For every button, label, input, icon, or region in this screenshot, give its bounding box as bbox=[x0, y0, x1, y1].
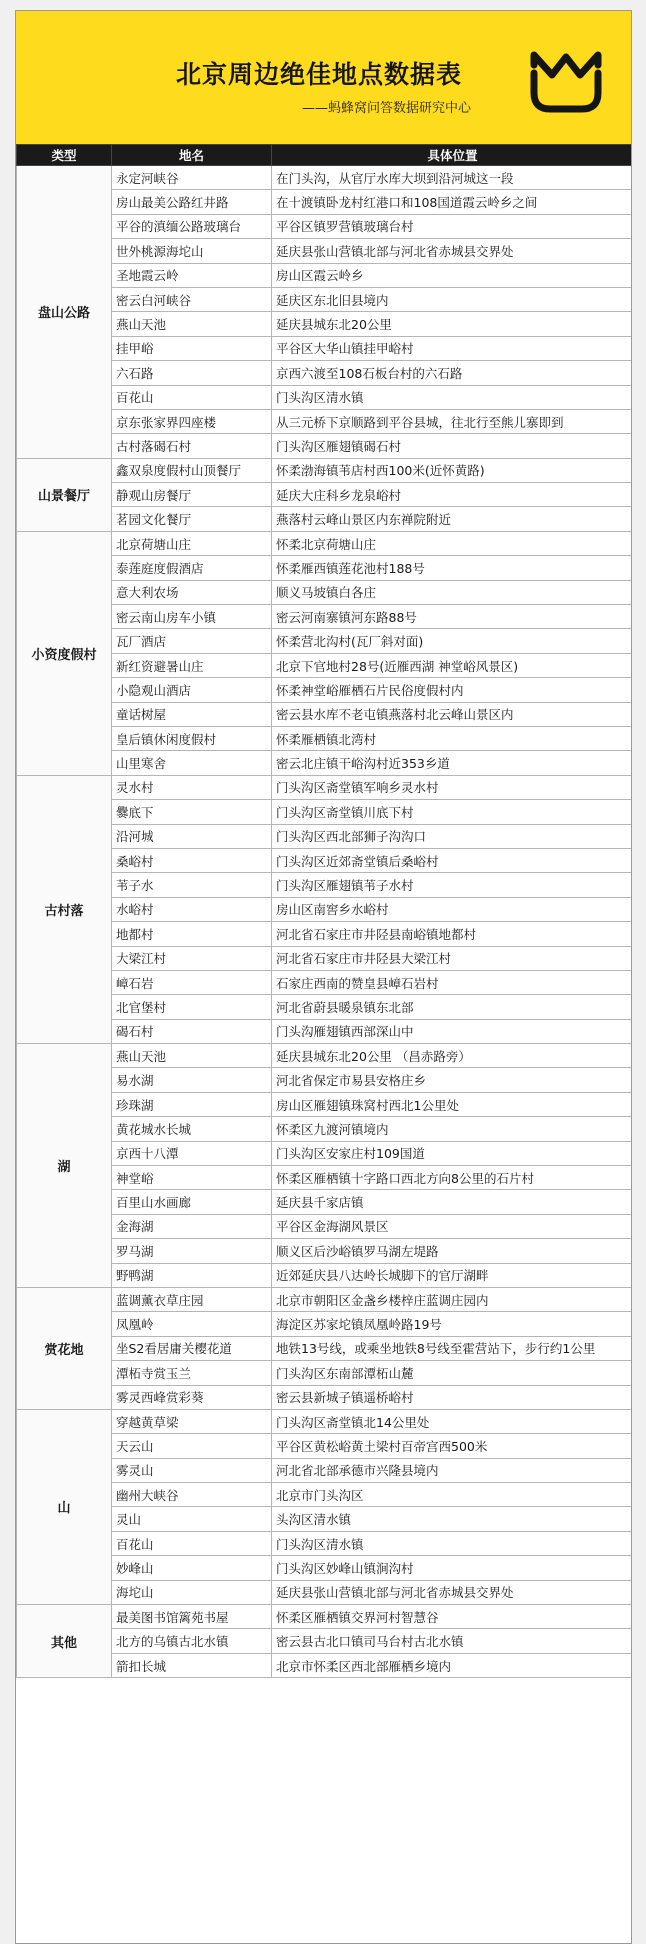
location-cell: 平谷区大华山镇挂甲峪村 bbox=[272, 336, 633, 360]
location-cell: 北京市怀柔区西北部雁栖乡境内 bbox=[272, 1653, 633, 1677]
location-cell: 门头沟区安家庄村109国道 bbox=[272, 1141, 633, 1165]
location-cell: 河北省北部承德市兴隆县境内 bbox=[272, 1458, 633, 1482]
location-cell: 延庆县张山营镇北部与河北省赤城县交界处 bbox=[272, 1580, 633, 1604]
place-name-cell: 北官堡村 bbox=[112, 995, 272, 1019]
location-cell: 延庆县千家店镇 bbox=[272, 1190, 633, 1214]
place-name-cell: 黄花城水长城 bbox=[112, 1117, 272, 1141]
location-cell: 在十渡镇卧龙村红港口和108国道霞云岭乡之间 bbox=[272, 190, 633, 214]
place-name-cell: 潭柘寺赏玉兰 bbox=[112, 1361, 272, 1385]
location-cell: 门头沟区斋堂镇北14公里处 bbox=[272, 1409, 633, 1433]
place-name-cell: 雾灵山 bbox=[112, 1458, 272, 1482]
place-name-cell: 野鸭湖 bbox=[112, 1263, 272, 1287]
category-cell: 盘山公路 bbox=[17, 166, 112, 459]
place-name-cell: 天云山 bbox=[112, 1434, 272, 1458]
location-cell: 平谷区黄松峪黄土梁村百帝宫西500米 bbox=[272, 1434, 633, 1458]
place-name-cell: 神堂峪 bbox=[112, 1166, 272, 1190]
table-row bbox=[17, 166, 633, 190]
place-name-cell: 幽州大峡谷 bbox=[112, 1483, 272, 1507]
location-cell: 密云县古北口镇司马台村古北水镇 bbox=[272, 1629, 633, 1653]
location-cell: 怀柔区雁栖镇十字路口西北方向8公里的石片村 bbox=[272, 1166, 633, 1190]
location-cell: 近郊延庆县八达岭长城脚下的官厅湖畔 bbox=[272, 1263, 633, 1287]
place-name-cell: 北京荷塘山庄 bbox=[112, 531, 272, 555]
location-cell: 河北省石家庄市井陉县南峪镇地都村 bbox=[272, 922, 633, 946]
location-cell: 怀柔神堂峪雁栖石片民俗度假村内 bbox=[272, 678, 633, 702]
location-cell: 门头沟区清水镇 bbox=[272, 1531, 633, 1555]
table-row bbox=[17, 1287, 633, 1311]
place-name-cell: 平谷的滇缅公路玻璃台 bbox=[112, 214, 272, 238]
mafengwo-logo-icon bbox=[526, 45, 606, 119]
location-cell: 延庆县城东北20公里 （昌赤路旁） bbox=[272, 1044, 633, 1068]
place-name-cell: 坐S2看居庸关樱花道 bbox=[112, 1336, 272, 1360]
category-cell: 山景餐厅 bbox=[17, 458, 112, 531]
location-cell: 河北省蔚县暖泉镇东北部 bbox=[272, 995, 633, 1019]
location-cell: 密云县水库不老屯镇燕落村北云峰山景区内 bbox=[272, 702, 633, 726]
location-cell: 从三元桥下京顺路到平谷县城，往北行至熊儿寨即到 bbox=[272, 409, 633, 433]
location-cell: 怀柔渤海镇苇店村西100米(近怀黄路) bbox=[272, 458, 633, 482]
location-cell: 门头沟区斋堂镇军响乡灵水村 bbox=[272, 775, 633, 799]
place-name-cell: 永定河峡谷 bbox=[112, 166, 272, 190]
places-table bbox=[16, 144, 632, 1678]
place-name-cell: 爨底下 bbox=[112, 800, 272, 824]
place-name-cell: 嶂石岩 bbox=[112, 970, 272, 994]
place-name-cell: 最美图书馆篱苑书屋 bbox=[112, 1605, 272, 1629]
place-name-cell: 瓦厂酒店 bbox=[112, 629, 272, 653]
place-name-cell: 北方的乌镇古北水镇 bbox=[112, 1629, 272, 1653]
place-name-cell: 山里寒舍 bbox=[112, 751, 272, 775]
location-cell: 门头沟区近郊斋堂镇后桑峪村 bbox=[272, 848, 633, 872]
category-cell: 其他 bbox=[17, 1605, 112, 1678]
location-cell: 房山区南窖乡水峪村 bbox=[272, 897, 633, 921]
location-cell: 密云北庄镇干峪沟村近353乡道 bbox=[272, 751, 633, 775]
location-cell: 门头沟区东南部潭柘山麓 bbox=[272, 1361, 633, 1385]
place-name-cell: 圣地霞云岭 bbox=[112, 263, 272, 287]
place-name-cell: 地都村 bbox=[112, 922, 272, 946]
location-cell: 北京市朝阳区金盏乡楼梓庄蓝调庄园内 bbox=[272, 1287, 633, 1311]
location-cell: 房山区霞云岭乡 bbox=[272, 263, 633, 287]
place-name-cell: 六石路 bbox=[112, 361, 272, 385]
place-name-cell: 罗马湖 bbox=[112, 1239, 272, 1263]
location-cell: 地铁13号线，或乘坐地铁8号线至霍营站下，步行约1公里 bbox=[272, 1336, 633, 1360]
table-row bbox=[17, 458, 633, 482]
location-cell: 门头沟雁翅镇西部深山中 bbox=[272, 1019, 633, 1043]
location-cell: 北京市门头沟区 bbox=[272, 1483, 633, 1507]
place-name-cell: 蓝调薰衣草庄园 bbox=[112, 1287, 272, 1311]
location-cell: 密云河南寨镇河东路88号 bbox=[272, 605, 633, 629]
location-cell: 顺义马坡镇白各庄 bbox=[272, 580, 633, 604]
location-cell: 延庆县城东北20公里 bbox=[272, 312, 633, 336]
location-cell: 平谷区镇罗营镇玻璃台村 bbox=[272, 214, 633, 238]
location-cell: 怀柔雁西镇莲花池村188号 bbox=[272, 556, 633, 580]
place-name-cell: 雾灵西峰赏彩葵 bbox=[112, 1385, 272, 1409]
place-name-cell: 珍珠湖 bbox=[112, 1092, 272, 1116]
location-cell: 怀柔营北沟村(瓦厂斜对面) bbox=[272, 629, 633, 653]
place-name-cell: 皇后镇休闲度假村 bbox=[112, 726, 272, 750]
column-header-location: 具体位置 bbox=[272, 145, 633, 166]
location-cell: 石家庄西南的赞皇县嶂石岩村 bbox=[272, 970, 633, 994]
place-name-cell: 沿河城 bbox=[112, 824, 272, 848]
place-name-cell: 挂甲峪 bbox=[112, 336, 272, 360]
table-header-row bbox=[17, 145, 633, 166]
table-row bbox=[17, 1044, 633, 1068]
location-cell: 在门头沟，从官厅水库大坝到沿河城这一段 bbox=[272, 166, 633, 190]
place-name-cell: 童话树屋 bbox=[112, 702, 272, 726]
location-cell: 头沟区清水镇 bbox=[272, 1507, 633, 1531]
place-name-cell: 京西十八潭 bbox=[112, 1141, 272, 1165]
place-name-cell: 意大利农场 bbox=[112, 580, 272, 604]
column-header-name: 地名 bbox=[112, 145, 272, 166]
place-name-cell: 泰莲庭度假酒店 bbox=[112, 556, 272, 580]
table-body bbox=[17, 166, 633, 1678]
location-cell: 河北省保定市易县安格庄乡 bbox=[272, 1068, 633, 1092]
table-row bbox=[17, 531, 633, 555]
page-title: 北京周边绝佳地点数据表 bbox=[176, 60, 463, 89]
location-cell: 延庆区东北旧县境内 bbox=[272, 287, 633, 311]
location-cell: 门头沟区西北部狮子沟沟口 bbox=[272, 824, 633, 848]
location-cell: 门头沟区妙峰山镇涧沟村 bbox=[272, 1556, 633, 1580]
place-name-cell: 古村落碣石村 bbox=[112, 434, 272, 458]
place-name-cell: 水峪村 bbox=[112, 897, 272, 921]
place-name-cell: 易水湖 bbox=[112, 1068, 272, 1092]
place-name-cell: 桑峪村 bbox=[112, 848, 272, 872]
category-cell: 湖 bbox=[17, 1044, 112, 1288]
place-name-cell: 茗园文化餐厅 bbox=[112, 507, 272, 531]
location-cell: 房山区雁翅镇珠窝村西北1公里处 bbox=[272, 1092, 633, 1116]
place-name-cell: 百里山水画廊 bbox=[112, 1190, 272, 1214]
place-name-cell: 箭扣长城 bbox=[112, 1653, 272, 1677]
place-name-cell: 密云南山房车小镇 bbox=[112, 605, 272, 629]
place-name-cell: 静观山房餐厅 bbox=[112, 483, 272, 507]
place-name-cell: 小隐观山酒店 bbox=[112, 678, 272, 702]
table-row bbox=[17, 775, 633, 799]
location-cell: 门头沟区斋堂镇川底下村 bbox=[272, 800, 633, 824]
category-cell: 赏花地 bbox=[17, 1287, 112, 1409]
place-name-cell: 碣石村 bbox=[112, 1019, 272, 1043]
category-cell: 古村落 bbox=[17, 775, 112, 1043]
location-cell: 门头沟区雁翅镇苇子水村 bbox=[272, 873, 633, 897]
category-cell: 山 bbox=[17, 1409, 112, 1604]
location-cell: 门头沟区清水镇 bbox=[272, 385, 633, 409]
location-cell: 河北省石家庄市井陉县大梁江村 bbox=[272, 946, 633, 970]
place-name-cell: 大梁江村 bbox=[112, 946, 272, 970]
location-cell: 延庆大庄科乡龙泉峪村 bbox=[272, 483, 633, 507]
place-name-cell: 金海湖 bbox=[112, 1214, 272, 1238]
location-cell: 怀柔雁栖镇北湾村 bbox=[272, 726, 633, 750]
location-cell: 燕落村云峰山景区内东禅院附近 bbox=[272, 507, 633, 531]
place-name-cell: 燕山天池 bbox=[112, 1044, 272, 1068]
place-name-cell: 灵水村 bbox=[112, 775, 272, 799]
place-name-cell: 百花山 bbox=[112, 1531, 272, 1555]
place-name-cell: 百花山 bbox=[112, 385, 272, 409]
location-cell: 京西六渡至108石板台村的六石路 bbox=[272, 361, 633, 385]
location-cell: 平谷区金海湖风景区 bbox=[272, 1214, 633, 1238]
place-name-cell: 世外桃源海坨山 bbox=[112, 239, 272, 263]
location-cell: 顺义区后沙峪镇罗马湖左堤路 bbox=[272, 1239, 633, 1263]
location-cell: 北京下官地村28号(近雁西湖 神堂峪风景区) bbox=[272, 653, 633, 677]
place-name-cell: 妙峰山 bbox=[112, 1556, 272, 1580]
table-row bbox=[17, 1605, 633, 1629]
table-row bbox=[17, 1409, 633, 1433]
location-cell: 延庆县张山营镇北部与河北省赤城县交界处 bbox=[272, 239, 633, 263]
location-cell: 门头沟区雁翅镇碣石村 bbox=[272, 434, 633, 458]
location-cell: 怀柔区雁栖镇交界河村智慧谷 bbox=[272, 1605, 633, 1629]
place-name-cell: 密云白河峡谷 bbox=[112, 287, 272, 311]
page-subtitle: ——蚂蜂窝问答数据研究中心 bbox=[302, 101, 472, 116]
place-name-cell: 海坨山 bbox=[112, 1580, 272, 1604]
header-banner bbox=[16, 11, 632, 144]
place-name-cell: 灵山 bbox=[112, 1507, 272, 1531]
location-cell: 怀柔北京荷塘山庄 bbox=[272, 531, 633, 555]
location-cell: 怀柔区九渡河镇境内 bbox=[272, 1117, 633, 1141]
location-cell: 密云县新城子镇遥桥峪村 bbox=[272, 1385, 633, 1409]
category-cell: 小资度假村 bbox=[17, 531, 112, 775]
location-cell: 海淀区苏家坨镇凤凰岭路19号 bbox=[272, 1312, 633, 1336]
place-name-cell: 京东张家界四座楼 bbox=[112, 409, 272, 433]
place-name-cell: 新红资避暑山庄 bbox=[112, 653, 272, 677]
place-name-cell: 燕山天池 bbox=[112, 312, 272, 336]
data-sheet bbox=[15, 10, 632, 1944]
place-name-cell: 穿越黄草梁 bbox=[112, 1409, 272, 1433]
place-name-cell: 凤凰岭 bbox=[112, 1312, 272, 1336]
column-header-type: 类型 bbox=[17, 145, 112, 166]
place-name-cell: 房山最美公路红井路 bbox=[112, 190, 272, 214]
place-name-cell: 鑫双泉度假村山顶餐厅 bbox=[112, 458, 272, 482]
place-name-cell: 苇子水 bbox=[112, 873, 272, 897]
